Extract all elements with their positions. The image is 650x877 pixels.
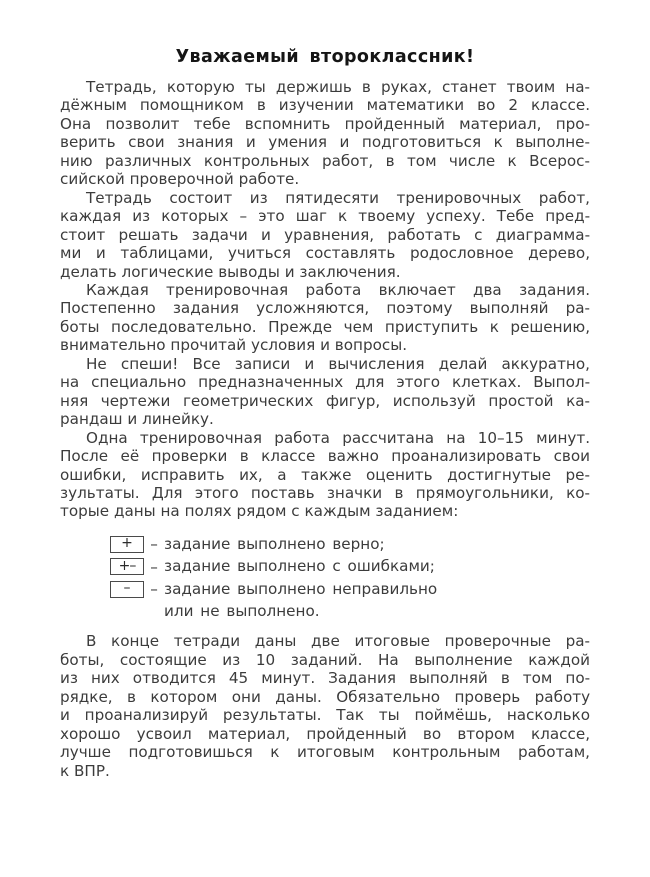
paragraph-3-line-1: Каждая тренировочная работа включает два задания.: [86, 280, 591, 299]
paragraph-5-line-4: зультаты. Для этого поставь значки в прямоугольники, ко-: [60, 483, 591, 502]
legend-label-incorrect: задание выполнено неправильно: [164, 579, 438, 598]
legend-row-incorrect-continued: [110, 600, 590, 621]
paragraph-5-line-3: ошибки, исправить их, а также оценить достигнутые ре-: [60, 465, 590, 484]
paragraph-2-line-3: стоит решать задачи и уравнения, работать с диаграмма-: [60, 225, 591, 244]
plus-minus-mark-glyph: +–: [118, 557, 136, 574]
paragraph-2-line-4: ми и таблицами, учиться составлять родословное дерево,: [60, 244, 591, 263]
paragraph-6-line-3: из них отводится 45 минут. Задания выполняй в том по-: [60, 669, 591, 688]
paragraph-1-line-1: Тетрадь, которую ты держишь в руках, станет твоим на-: [86, 78, 590, 96]
paragraph-6: [60, 632, 590, 780]
paragraph-4-line-2: на специально предназначенных для этого клетках. Выпол-: [60, 373, 591, 392]
paragraph-6-line-4: рядке, в котором они даны. Обязательно проверь работу: [60, 687, 591, 706]
paragraph-2: [60, 189, 590, 281]
paragraph-6-line-5: и проанализируй результаты. Так ты поймёшь, насколько: [60, 706, 590, 725]
paragraph-6-line-8: к ВПР.: [60, 761, 110, 780]
paragraph-2-line-5: делать логические выводы и заключения.: [60, 262, 401, 281]
paragraph-5-line-5: торые даны на полях рядом с каждым заданием:: [60, 502, 459, 521]
paragraph-4-line-4: рандаш и линейку.: [60, 410, 214, 429]
paragraph-4-line-1: Не спеши! Все записи и вычисления делай аккуратно,: [86, 354, 590, 373]
legend-row-with-errors: [110, 555, 590, 578]
minus-mark-glyph: –: [123, 580, 131, 597]
paragraph-1-line-3: Она позволит тебе вспомнить пройденный материал, про-: [60, 114, 591, 133]
legend-row-incorrect: [110, 578, 590, 601]
paragraph-2-line-1: Тетрадь состоит из пятидесяти тренировочных работ,: [86, 188, 591, 207]
text-column: [60, 0, 590, 780]
paragraph-3: [60, 281, 590, 355]
paragraph-2-line-2: каждая из которых – это шаг к твоему успеху. Тебе пред-: [60, 207, 591, 226]
paragraph-1-line-5: нию различных контрольных работ, в том числе к Всерос-: [60, 151, 590, 170]
paragraph-4: [60, 355, 590, 429]
legend-dash-3: –: [150, 580, 158, 599]
legend-bottom-spacer: [60, 621, 590, 632]
legend-row-correct: [110, 533, 590, 556]
paragraph-5-line-2: После её проверки в классе важно проанализировать свои: [60, 447, 591, 466]
page-title: Уважаемый второклассник!: [175, 47, 475, 67]
plus-minus-mark-box[interactable]: [110, 558, 144, 575]
legend-label-incorrect-line2: или не выполнено.: [164, 601, 320, 620]
paragraph-6-line-2: боты, состоящие из 10 заданий. На выполнение каждой: [60, 650, 591, 669]
paragraph-6-line-1: В конце тетради даны две итоговые проверочные ра-: [86, 632, 590, 651]
paragraph-3-line-3: боты последовательно. Прежде чем приступить к решению,: [60, 317, 591, 336]
paragraph-3-line-2: Постепенно задания усложняются, поэтому выполняй ра-: [60, 299, 591, 318]
paragraph-6-line-6: хорошо усвоил материал, пройденный во втором классе,: [60, 724, 591, 743]
paragraph-1: [60, 78, 590, 189]
legend-dash-1: –: [150, 535, 158, 554]
legend-label-correct: задание выполнено верно;: [164, 534, 385, 553]
legend-dash-2: –: [150, 557, 158, 576]
paragraph-5-line-1: Одна тренировочная работа рассчитана на 10–15 минут.: [86, 428, 591, 447]
paragraph-1-line-6: сийской проверочной работе.: [60, 170, 300, 189]
plus-mark-box[interactable]: [110, 536, 144, 553]
paragraph-1-line-4: верить свои знания и умения и подготовиться к выполне-: [60, 133, 590, 152]
paragraph-1-line-2: дёжным помощником в изучении математики во 2 классе.: [60, 96, 591, 115]
paragraph-4-line-3: няя чертежи геометрических фигур, используй простой ка-: [60, 391, 591, 410]
legend-label-with-errors: задание выполнено с ошибками;: [164, 557, 435, 576]
paragraph-6-line-7: лучше подготовишься к итоговым контрольным работам,: [60, 743, 591, 762]
minus-mark-box[interactable]: [110, 581, 144, 598]
paragraph-3-line-4: внимательно прочитай условия и вопросы.: [60, 336, 408, 355]
plus-mark-glyph: +: [121, 535, 133, 552]
paragraph-5: [60, 429, 590, 521]
mark-legend: [60, 533, 590, 622]
